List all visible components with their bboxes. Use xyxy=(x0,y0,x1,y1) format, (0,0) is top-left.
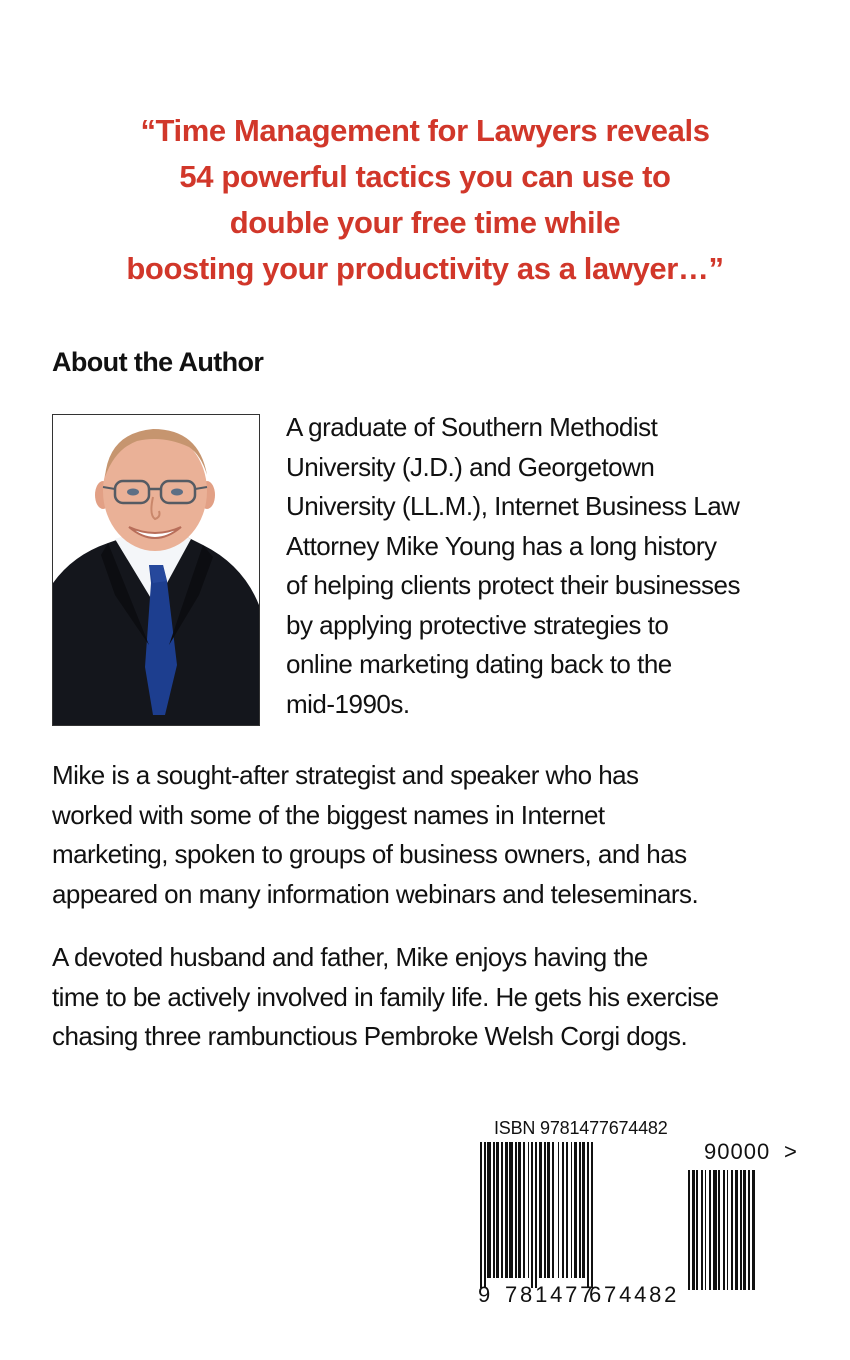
bio-line: by applying protective strategies to xyxy=(286,609,669,640)
barcode-bars-icon xyxy=(480,1142,680,1292)
barcode-bar xyxy=(731,1170,733,1290)
barcode-bar xyxy=(523,1142,525,1278)
barcode-bar xyxy=(574,1142,577,1278)
barcode-bar xyxy=(480,1142,482,1288)
barcode-bar xyxy=(718,1170,720,1290)
barcode-bar xyxy=(509,1142,513,1278)
bio-line: University (J.D.) and Georgetown xyxy=(286,451,655,482)
barcode-bar xyxy=(552,1142,554,1278)
barcode-bar xyxy=(727,1170,728,1290)
barcode-bar xyxy=(487,1142,491,1278)
barcode-bar xyxy=(531,1142,533,1288)
price-code: 90000 xyxy=(704,1139,771,1164)
barcode-bar xyxy=(484,1142,486,1288)
bio-line: chasing three rambunctious Pembroke Welsh Corgi dogs. xyxy=(52,1021,688,1051)
barcode-bar xyxy=(547,1142,550,1278)
bio-line: online marketing dating back to the xyxy=(286,649,672,679)
bio-line: marketing, spoken to groups of business owners, and has xyxy=(52,839,687,869)
quote-line: “Time Management for Lawyers reveals xyxy=(140,113,710,148)
price-arrow: > xyxy=(784,1139,797,1164)
barcode-bar xyxy=(544,1142,546,1278)
barcode-bar xyxy=(591,1142,593,1288)
bio-line: A devoted husband and father, Mike enjoys having the xyxy=(52,942,648,972)
barcode-bar xyxy=(723,1170,725,1290)
bio-line: A graduate of Southern Methodist xyxy=(286,412,658,442)
barcode-bar xyxy=(752,1170,755,1290)
bio-line: Mike is a sought-after strategist and speaker who has xyxy=(52,760,639,790)
bio-line: of helping clients protect their businesses xyxy=(286,570,740,600)
bio-line: appeared on many information webinars and teleseminars. xyxy=(52,878,699,909)
barcode-bar xyxy=(587,1142,589,1288)
author-bio-family xyxy=(52,938,822,1057)
addon-barcode-bars-icon xyxy=(688,1170,788,1294)
author-portrait-icon xyxy=(53,415,259,725)
barcode-bar xyxy=(571,1142,572,1278)
bio-line: University (LL.M.), Internet Business Law xyxy=(286,491,740,521)
bio-line: worked with some of the biggest names in Internet xyxy=(52,799,605,830)
barcode-bar xyxy=(701,1170,703,1290)
author-bio-career xyxy=(52,756,822,914)
isbn-label: ISBN 9781477674482 xyxy=(494,1118,668,1138)
barcode-bar xyxy=(566,1142,568,1278)
barcode-bar xyxy=(709,1170,711,1290)
barcode-bar xyxy=(528,1142,529,1278)
cover-quote xyxy=(60,108,790,292)
barcode-bar xyxy=(562,1142,564,1278)
author-photo xyxy=(52,414,260,726)
quote-line: boosting your productivity as a lawyer…” xyxy=(126,251,724,286)
barcode-bar xyxy=(748,1170,750,1290)
barcode-bar xyxy=(696,1170,698,1290)
barcode-digits-left: 781477 xyxy=(505,1282,596,1307)
barcode-bar xyxy=(518,1142,521,1278)
quote-line: 54 powerful tactics you can use to xyxy=(179,159,671,194)
barcode-bar xyxy=(688,1170,690,1290)
barcode-bar xyxy=(713,1170,717,1290)
bio-line: time to be actively involved in family life. He gets his exercise xyxy=(52,981,719,1012)
barcode-digits-right: 674482 xyxy=(589,1282,680,1307)
barcode-bar xyxy=(505,1142,508,1278)
barcode-bar xyxy=(539,1142,542,1278)
author-bio-intro xyxy=(286,408,816,724)
bio-line: Attorney Mike Young has a long history xyxy=(286,530,717,561)
barcode-bar xyxy=(515,1142,517,1278)
bio-line: mid-1990s. xyxy=(286,688,410,719)
barcode-bar xyxy=(740,1170,742,1290)
barcode-bar xyxy=(501,1142,503,1278)
barcode-bar xyxy=(743,1170,746,1290)
barcode-bar xyxy=(558,1142,559,1278)
barcode-bar xyxy=(493,1142,495,1278)
barcode-bar xyxy=(582,1142,585,1278)
barcode-bar xyxy=(692,1170,695,1290)
barcode-bar xyxy=(496,1142,499,1278)
quote-line: double your free time while xyxy=(229,205,621,240)
about-author-heading: About the Author xyxy=(52,347,264,377)
isbn-barcode xyxy=(478,1112,808,1352)
barcode-digit-first: 9 xyxy=(478,1282,491,1307)
barcode-bar xyxy=(535,1142,537,1288)
barcode-bar xyxy=(579,1142,581,1278)
barcode-bar xyxy=(735,1170,738,1290)
barcode-bar xyxy=(705,1170,706,1290)
